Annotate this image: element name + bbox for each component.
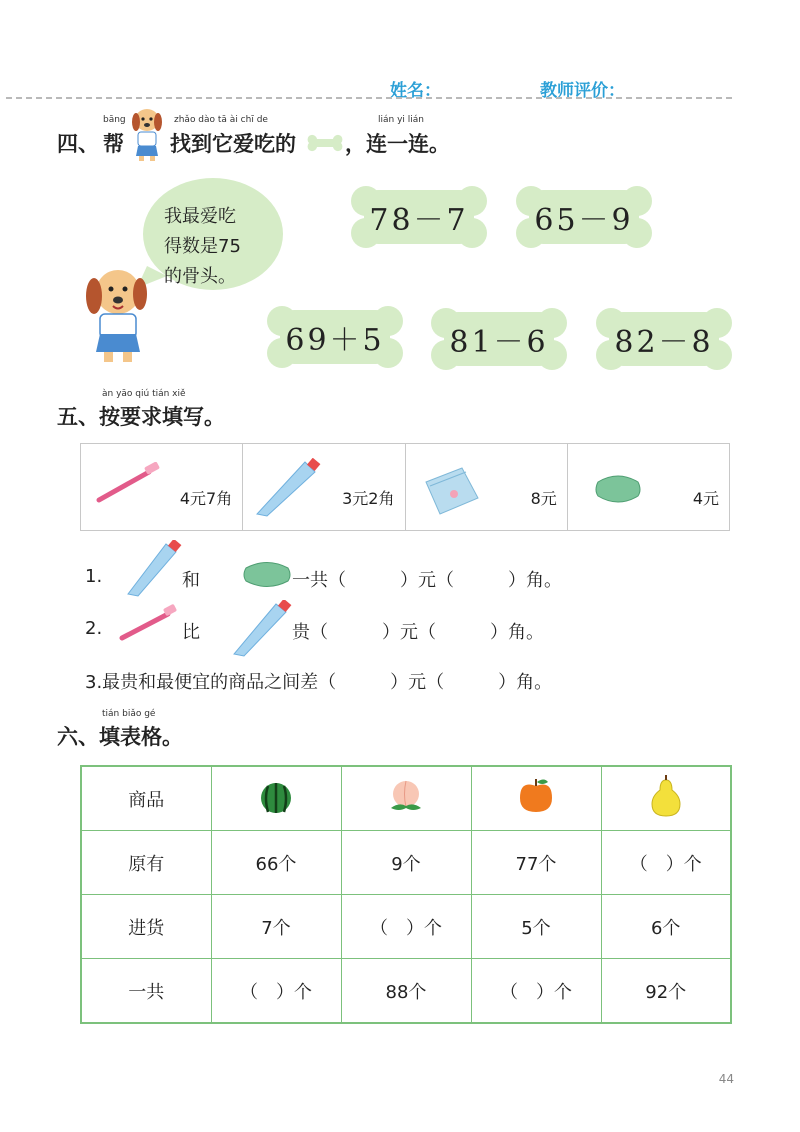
row-label-original: 原有 <box>81 831 211 895</box>
price-cell-toothbrush <box>81 444 243 531</box>
peach-icon <box>385 778 427 814</box>
toothpaste-icon <box>124 540 184 598</box>
bone-card-4[interactable] <box>430 306 568 372</box>
toothpaste-icon <box>230 600 294 658</box>
pinyin-lian-yi-lian: lián yi lián <box>378 115 424 125</box>
table-cell: 6个 <box>601 895 731 959</box>
pinyin-section6: tián biǎo gé <box>102 709 156 719</box>
table-row <box>81 895 731 959</box>
table-cell: 92个 <box>601 959 731 1024</box>
bone-card-5[interactable] <box>595 306 733 372</box>
price-cell-soap <box>567 444 729 531</box>
question-1-number: 1. <box>85 566 103 587</box>
towel-icon <box>422 462 482 518</box>
price-soap: 4元 <box>692 489 719 508</box>
table-row <box>81 831 731 895</box>
fruit-cell-watermelon <box>211 766 341 831</box>
question-1-text[interactable]: 一共（ ）元（ ）角。 <box>292 570 562 591</box>
bone-expression-5: 82－8 <box>614 325 714 360</box>
question-1-and: 和 <box>182 570 200 591</box>
teacher-evaluation-label: 教师评价： <box>540 81 625 101</box>
table-cell-blank[interactable]: （ ）个 <box>601 831 731 895</box>
price-table <box>80 443 730 531</box>
bubble-line-3: 的骨头。 <box>164 266 236 287</box>
bone-blank-icon <box>303 132 347 154</box>
bubble-line-1: 我最爱吃 <box>164 206 236 227</box>
pinyin-bang: bāng <box>103 115 126 125</box>
speech-bubble <box>137 176 285 294</box>
bone-expression-3: 69＋5 <box>285 323 385 358</box>
fruit-table <box>80 765 732 1024</box>
table-row <box>81 766 731 831</box>
pinyin-section5: àn yāo qiú tián xiě <box>102 389 186 399</box>
soap-icon <box>242 561 292 589</box>
toothbrush-icon <box>118 604 180 644</box>
price-cell-towel <box>405 444 567 531</box>
table-cell: 7个 <box>211 895 341 959</box>
toothbrush-icon <box>93 462 163 506</box>
table-row <box>81 959 731 1024</box>
bubble-line-2: 得数是75 <box>164 236 241 257</box>
table-cell: 66个 <box>211 831 341 895</box>
dog-character-icon <box>80 262 152 366</box>
table-cell-blank[interactable]: （ ）个 <box>211 959 341 1024</box>
table-cell: 9个 <box>341 831 471 895</box>
section4-word-mid: 找到它爱吃的 <box>170 132 296 156</box>
small-dog-icon <box>128 104 166 162</box>
header-divider <box>6 97 732 99</box>
price-cell-toothpaste <box>243 444 405 531</box>
table-cell-blank[interactable]: （ ）个 <box>471 959 601 1024</box>
price-toothbrush: 4元7角 <box>179 489 233 508</box>
pinyin-zhao-dao: zhǎo dào tā ài chī de <box>174 115 268 125</box>
bone-expression-4: 81－6 <box>449 325 549 360</box>
bone-card-2[interactable] <box>515 184 653 250</box>
fruit-cell-pear <box>601 766 731 831</box>
toothpaste-icon <box>253 458 325 518</box>
watermelon-icon <box>258 778 294 814</box>
table-cell: 88个 <box>341 959 471 1024</box>
section6-title: 六、填表格。 <box>57 725 183 749</box>
row-label-restock: 进货 <box>81 895 211 959</box>
pear-icon <box>648 774 684 818</box>
name-label: 姓名： <box>390 81 441 101</box>
table-cell: 77个 <box>471 831 601 895</box>
fruit-cell-peach <box>341 766 471 831</box>
bone-card-1[interactable] <box>350 184 488 250</box>
page-number: 44 <box>718 1072 734 1086</box>
bone-expression-1: 78－7 <box>369 203 469 238</box>
table-cell-blank[interactable]: （ ）个 <box>341 895 471 959</box>
section4-word-bang: 帮 <box>103 132 124 156</box>
table-cell: 5个 <box>471 895 601 959</box>
apple-icon <box>516 776 556 816</box>
price-towel: 8元 <box>530 489 557 508</box>
fruit-cell-apple <box>471 766 601 831</box>
section4-word-end: ，连一连。 <box>345 132 450 156</box>
section5-title: 五、按要求填写。 <box>57 405 225 429</box>
bone-expression-2: 65－9 <box>534 203 634 238</box>
question-3-text[interactable]: 3.最贵和最便宜的商品之间差（ ）元（ ）角。 <box>85 672 553 693</box>
question-2-than: 比 <box>182 622 200 643</box>
question-2-number: 2. <box>85 618 103 639</box>
row-label-goods: 商品 <box>81 766 211 831</box>
question-2-text[interactable]: 贵（ ）元（ ）角。 <box>292 622 544 643</box>
section4-number: 四、 <box>57 132 99 156</box>
soap-icon <box>594 474 642 504</box>
bone-card-3[interactable] <box>266 304 404 370</box>
price-toothpaste: 3元2角 <box>342 489 395 508</box>
row-label-total: 一共 <box>81 959 211 1024</box>
